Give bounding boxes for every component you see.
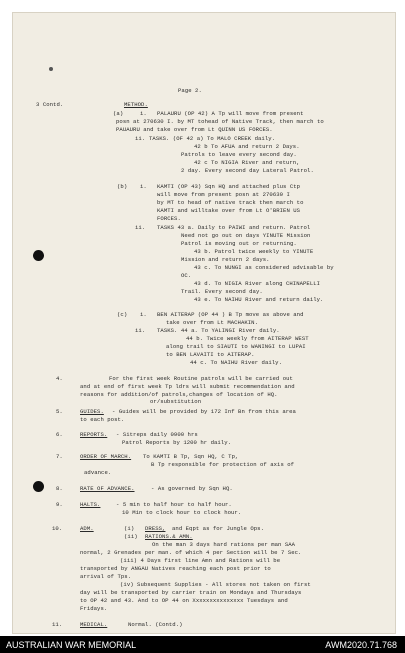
document-line: Mission and return 2 days. bbox=[181, 256, 270, 263]
document-line: normal, 2 Grenades per man. of which 4 per Section will be 7 Sec. bbox=[80, 549, 302, 556]
document-line: 44 b. Twice weekly from AITERAP WEST bbox=[186, 335, 309, 342]
document-line: 9. bbox=[56, 501, 63, 508]
document-line: 7. bbox=[56, 453, 63, 460]
document-line: ii. bbox=[135, 327, 146, 334]
document-line: 44 c. To NAIHU River daily. bbox=[190, 359, 282, 366]
document-line: MEDICAL. bbox=[80, 621, 108, 628]
document-line: REPORTS. bbox=[80, 431, 108, 438]
document-line: 10. bbox=[52, 525, 63, 532]
document-line: BEN AITERAP (OP 44 ) B Tp move as above and bbox=[157, 311, 304, 318]
document-line: PALAURU (OP 42) A Tp will move from present bbox=[157, 110, 304, 117]
document-line: Patrols to leave every second day. bbox=[181, 151, 297, 158]
document-line: (c) bbox=[117, 311, 128, 318]
document-line: (ii) bbox=[124, 533, 138, 540]
document-line: and Eqpt as for Jungle Ops. bbox=[172, 525, 264, 532]
document-line: PAUAURU and take over from Lt QUINN US FORCES. bbox=[116, 126, 273, 133]
document-line: To KAMTI B Tp, Sqn HQ, C Tp, bbox=[143, 453, 239, 460]
document-line: TASKS. (OF 42 a) To MALO CREEK daily. bbox=[149, 135, 276, 142]
document-line: RATE OF ADVANCE. bbox=[80, 485, 135, 492]
document-line: On the man 3 days hard rations per man SAA bbox=[152, 541, 296, 548]
document-line: OC. bbox=[181, 272, 192, 279]
document-line: take over from Lt MACHAKIN. bbox=[166, 319, 258, 326]
document-line: 5. bbox=[56, 408, 63, 415]
document-line: Need not go out on days YINUTE Mission bbox=[181, 232, 311, 239]
document-line: 2 day. Every second day Lateral Patrol. bbox=[181, 167, 314, 174]
document-line: KAMTI (OP 43) Sqn HQ and attached plus Ctp bbox=[157, 183, 301, 190]
document-line: transported by ANGAU Natives reaching each post prior to bbox=[80, 565, 271, 572]
document-line: advance. bbox=[84, 469, 112, 476]
document-line: reasons for addition/of patrols,changes of location of HQ. bbox=[80, 391, 278, 398]
footer-reference: AWM2020.71.768 bbox=[325, 640, 397, 650]
document-line: RATIONS.& AMN. bbox=[145, 533, 193, 540]
document-line: ii. bbox=[135, 135, 146, 142]
document-line: - 5 min to half hour to half hour. bbox=[116, 501, 232, 508]
document-line: posn at 270630 I. by MT tohead of Native Track, then march to bbox=[116, 118, 324, 125]
document-line: - As governed by Sqn HQ. bbox=[151, 485, 233, 492]
page-number: Page 2. bbox=[178, 87, 202, 94]
document-line: (a) bbox=[113, 110, 124, 117]
document-line: (b) bbox=[117, 183, 128, 190]
document-line: FORCES. bbox=[157, 215, 181, 222]
document-line: will move from present posn at 270630 I bbox=[157, 191, 290, 198]
document-line: 42 c To NIGIA River and return, bbox=[194, 159, 300, 166]
document-line: (iv) Subsequent Supplies - All stores not taken on first bbox=[120, 581, 311, 588]
footer-bar bbox=[0, 636, 405, 653]
document-line: 43 e. To NAIHU River and return daily. bbox=[194, 296, 324, 303]
document-line: along trail to SIAUTI to WANINGI to LUPAI bbox=[166, 343, 306, 350]
document-line: Fridays. bbox=[80, 605, 108, 612]
document-line: KAMTI and willtake over from Lt O'BRIEN US bbox=[157, 207, 301, 214]
document-line: 11. bbox=[52, 621, 63, 628]
pin-mark bbox=[49, 67, 53, 71]
document-line: Patrol is moving out or returning. bbox=[181, 240, 297, 247]
document-line: 6. bbox=[56, 431, 63, 438]
document-line: day will be transported by carrier train on Mondays and Thursdays bbox=[80, 589, 302, 596]
footer-institution: AUSTRALIAN WAR MEMORIAL bbox=[6, 640, 137, 650]
document-line: (i) bbox=[124, 525, 135, 532]
document-line: B Tp responsible for protection of axis of bbox=[151, 461, 295, 468]
document-line: Normal. (Contd.) bbox=[128, 621, 183, 628]
document-line: (iii) 4 Days first line Amn and Rations will be bbox=[120, 557, 281, 564]
document-line: i. bbox=[140, 110, 147, 117]
document-line: TASKS. 44 a. To YALINGI River daily. bbox=[157, 327, 280, 334]
document-line: i. bbox=[140, 311, 147, 318]
document-line: to each post. bbox=[80, 416, 125, 423]
document-line: or/substitution bbox=[150, 398, 202, 405]
document-line: TASKS 43 a. Daily to PAIWI and return. Patrol bbox=[157, 224, 311, 231]
document-line: 3 Contd. bbox=[36, 101, 64, 108]
document-line: arrival of Tps. bbox=[80, 573, 132, 580]
document-line: Trail. Every second day. bbox=[181, 288, 263, 295]
document-line: GUIDES. bbox=[80, 408, 104, 415]
document-line: - Sitreps daily 0900 hrs bbox=[116, 431, 198, 438]
document-line: to BEN LAVAITI to AITERAP. bbox=[166, 351, 255, 358]
document-line: Patrol Reports by 1200 hr daily. bbox=[122, 439, 232, 446]
document-line: ii. bbox=[135, 224, 146, 231]
document-line: METHOD. bbox=[124, 101, 148, 108]
document-line: 43 b. Patrol twice weekly to YINUTE bbox=[194, 248, 314, 255]
document-line: HALTS. bbox=[80, 501, 101, 508]
document-line: 43 c. To NUNGI as considered advisable by bbox=[194, 264, 334, 271]
document-line: For the first week Routine patrols will be carried out bbox=[109, 375, 293, 382]
document-line: 42 b To AFUA and return 2 Days. bbox=[194, 143, 300, 150]
punch-hole-bottom bbox=[33, 481, 44, 492]
document-line: to OP 42 and 43. And to OP 44 on Xxxxxxxxxxxxxxx Tuesdays and bbox=[80, 597, 288, 604]
document-line: and at end of first week Tp ldrs will submit recommendation and bbox=[80, 383, 295, 390]
document-line: DRESS, bbox=[145, 525, 166, 532]
document-line: 4. bbox=[56, 375, 63, 382]
document-line: 8. bbox=[56, 485, 63, 492]
document-line: ORDER OF MARCH. bbox=[80, 453, 132, 460]
document-line: 10 Min to clock hour to clock hour. bbox=[122, 509, 242, 516]
document-line: by MT to head of native track then march to bbox=[157, 199, 304, 206]
document-line: ADM. bbox=[80, 525, 94, 532]
punch-hole-top bbox=[33, 250, 44, 261]
document-line: - Guides will be provided by 172 Inf Bn from this area bbox=[112, 408, 296, 415]
document-line: 43 d. To NIGIA River along CHINAPELLI bbox=[194, 280, 321, 287]
document-line: i. bbox=[140, 183, 147, 190]
